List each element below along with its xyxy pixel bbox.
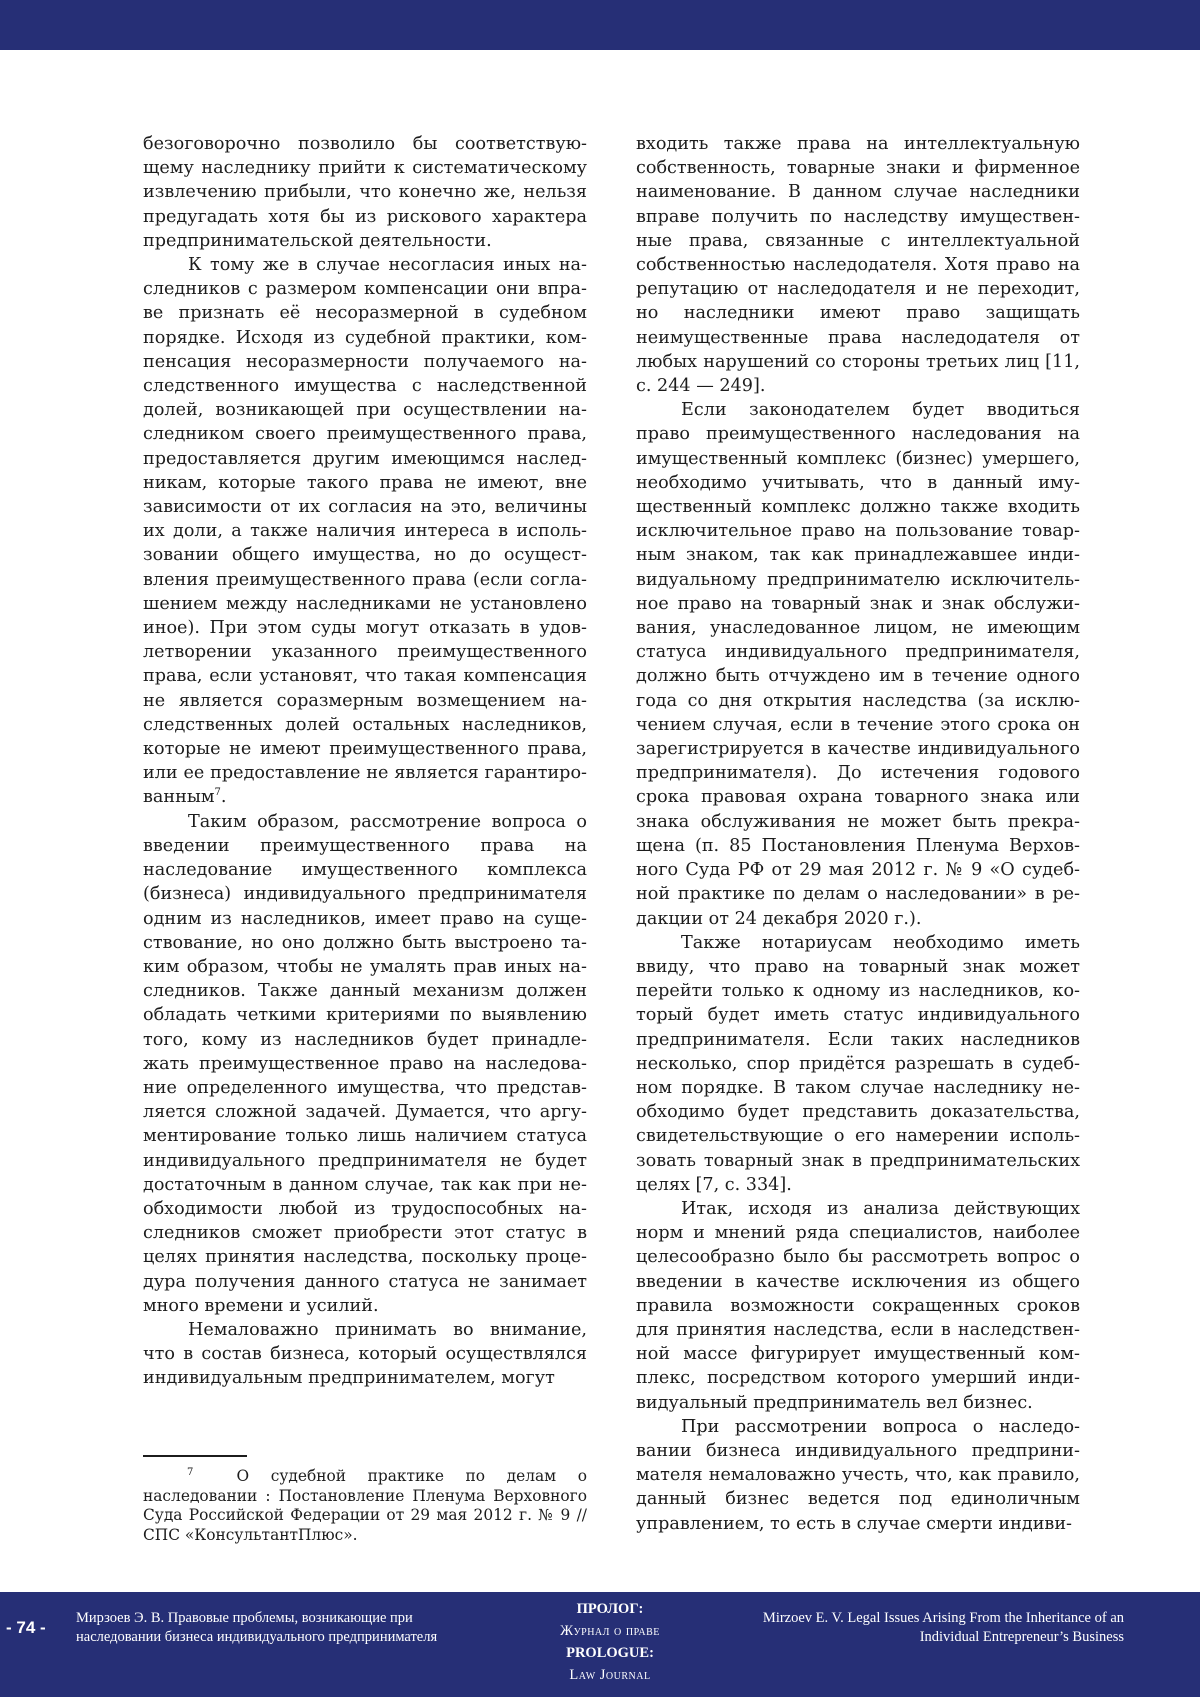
- right-column: [636, 132, 1080, 1536]
- footnote-text: О судебной практике по делам о наследовании : Постановление Пленума Верховного Суда Российской Федерации от 29 мая 2012 г. № 9 // СПС «КонсультантПлюс».: [143, 1467, 587, 1544]
- paragraph: Если законодателем будет вводиться право преимущественного наследования на имущественный комплекс (бизнес) умершего, необходимо учитывать, что в данный имущественный комплекс должно также входить исключительное право на пользование товарным знаком, так как принадлежавшее индивидуальному предпринимателю исключительное право на товарный знак и знак обслуживания, унаследованное лицом, не имеющим статуса индивидуального предпринимателя, должно быть отчуждено им в течение одного года со дня открытия наследства (за исключением случая, если в течение этого срока он зарегистрируется в качестве индивидуального предпринимателя). До истечения годового срока правовая охрана товарного знака или знака обслуживания не может быть прекращена (п. 85 Постановления Пленума Верховного Суда РФ от 29 мая 2012 г. № 9 «О судебной практике по делам о наследовании» в редакции от 24 декабря 2020 г.).: [636, 400, 1080, 929]
- paragraph: Таким образом, рассмотрение вопроса о введении преимущественного права на наследование имущественного комплекса (бизнеса) индивидуального предпринимателя одним из наследников, имеет право на существование, но оно должно быть выстроено таким образом, чтобы не умалять прав иных наследников. Также данный механизм должен обладать четкими критериями по выявлению того, кому из наследников будет принадлежать преимущественное право на наследование определенного имущества, что представляется сложной задачей. Думается, что аргументирование только лишь наличием статуса индивидуального предпринимателя не будет достаточным в данном случае, так как при необходимости любой из трудоспособных наследников сможет приобрести этот статус в целях принятия наследства, поскольку процедура получения данного статуса не занимает много времени и усилий.: [143, 811, 587, 1316]
- footnote-divider: [143, 1455, 247, 1457]
- running-title-en: Mirzoev E. V. Legal Issues Arising From the Inheritance of an Individual Entrepreneur’s Business: [762, 1610, 1124, 1645]
- journal-subtitle-en: Law Journal: [569, 1667, 651, 1683]
- footnote-reference[interactable]: 7: [214, 787, 221, 799]
- footer-bar: [0, 1592, 1200, 1697]
- left-column: [143, 132, 587, 1391]
- paragraph: [143, 253, 587, 810]
- paragraph: Также нотариусам необходимо иметь ввиду, что право на товарный знак может перейти только к одному из наследников, который будет иметь статус индивидуального предпринимателя. Если таких наследников несколько, спор придётся разрешать в судебном порядке. В таком случае наследнику необходимо будет представить доказательства, свидетельствующие о его намерении использовать товарный знак в предпринимательских целях [7, с. 334].: [636, 932, 1080, 1195]
- page-number: - 74 -: [6, 1618, 46, 1637]
- footnote-number: 7: [187, 1466, 194, 1478]
- paragraph: Итак, исходя из анализа действующих норм и мнений ряда специалистов, наиболее целесообразно было бы рассмотреть вопрос о введении в качестве исключения из общего правила возможности сокращенных сроков для принятия наследства, если в наследственной массе фигурирует имущественный комплекс, посредством которого умерший индивидуальный предприниматель вел бизнес.: [636, 1198, 1080, 1413]
- header-bar: [0, 0, 1200, 50]
- footnote: [143, 1467, 587, 1545]
- paragraph: входить также права на интеллектуальную собственность, товарные знаки и фирменное наименование. В данном случае наследники вправе получить по наследству имущественные права, связанные с интеллектуальной собственностью наследодателя. Хотя право на репутацию от наследодателя и не переходит, но наследники имеют право защищать неимущественные права наследодателя от любых нарушений со стороны третьих лиц [11, с. 244 — 249].: [636, 134, 1080, 397]
- journal-subtitle-ru: Журнал о праве: [560, 1623, 660, 1639]
- running-title-ru: Мирзоев Э. В. Правовые проблемы, возникающие при наследовании бизнеса индивидуального предпринимателя: [76, 1610, 438, 1645]
- paragraph: Немаловажно принимать во внимание, что в состав бизнеса, который осуществлялся индивидуальным предпринимателем, могут: [143, 1319, 587, 1389]
- paragraph: При рассмотрении вопроса о наследовании бизнеса индивидуального предпринимателя немаловажно учесть, что, как правило, данный бизнес ведется под единоличным управлением, то есть в случае смерти индиви-: [636, 1416, 1080, 1534]
- paragraph-end: .: [220, 787, 227, 808]
- journal-title-ru: ПРОЛОГ:: [576, 1601, 644, 1617]
- paragraph: безоговорочно позволило бы соответствующему наследнику прийти к систематическому извлечению прибыли, что конечно же, нельзя предугадать хотя бы из рискового характера предпринимательской деятельности.: [143, 134, 587, 251]
- journal-title: [500, 1598, 720, 1686]
- paragraph-text: К тому же в случае несогласия иных наследников с размером компенсации они вправе признать её несоразмерной в судебном порядке. Исходя из судебной практики, компенсация несоразмерности получаемого наследственного имущества с наследственной долей, возникающей при осуществлении наследником своего преимущественного права, предоставляется другим имеющимся наследникам, которые такого права не имеют, вне зависимости от их согласия на это, величины их доли, а также наличия интереса в использовании общего имущества, но до осуществления преимущественного права (если соглашением между наследниками не установлено иное). При этом суды могут отказать в удовлетворении указанного преимущественного права, если установят, что такая компенсация не является соразмерным возмещением наследственных долей остальных наследников, которые не имеют преимущественного права, или ее предоставление не является гарантированным: [143, 255, 587, 808]
- journal-title-en: PROLOGUE:: [566, 1645, 654, 1661]
